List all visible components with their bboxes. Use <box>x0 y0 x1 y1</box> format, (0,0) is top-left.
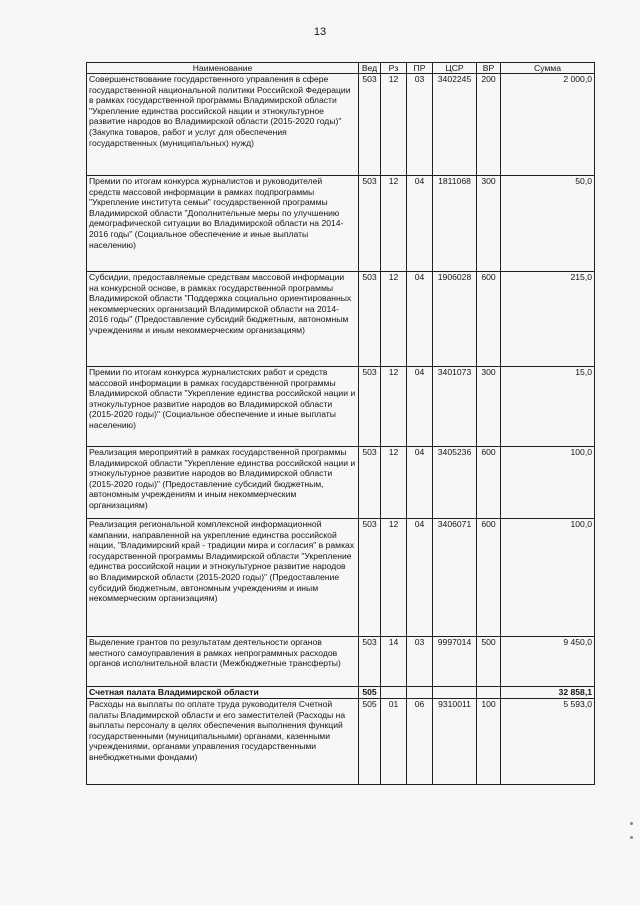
section-sum: 32 858,1 <box>501 687 595 699</box>
row-vr: 300 <box>477 176 501 272</box>
row-sum: 100,0 <box>501 447 595 519</box>
row-pr: 06 <box>407 699 433 785</box>
row-ved: 503 <box>359 519 381 637</box>
row-rz: 12 <box>381 447 407 519</box>
header-name: Наименование <box>87 63 359 74</box>
row-vr: 300 <box>477 367 501 447</box>
row-ved: 503 <box>359 272 381 367</box>
row-rz: 12 <box>381 176 407 272</box>
row-sum: 5 593,0 <box>501 699 595 785</box>
row-csr: 1811068 <box>433 176 477 272</box>
row-sum: 50,0 <box>501 176 595 272</box>
section-csr <box>433 687 477 699</box>
header-sum: Сумма <box>501 63 595 74</box>
row-name: Субсидии, предоставляемые средствам массовой информации на конкурсной основе, в рамках государственной программы Владимирской области "Поддержка социально ориентированных некоммерческих организаций Владимирской области на 2014-2016 годы" (Предоставление субсидий бюджетным, автономным учреждениям и иным некоммерческим организациям) <box>87 272 359 367</box>
table-row <box>87 272 595 367</box>
row-vr: 200 <box>477 74 501 176</box>
row-name: Выделение грантов по результатам деятельности органов местного самоуправления в рамках непрограммных расходов органов исполнительной власти (Межбюджетные трансферты) <box>87 637 359 687</box>
row-vr: 600 <box>477 447 501 519</box>
row-rz: 14 <box>381 637 407 687</box>
section-pr <box>407 687 433 699</box>
row-vr: 600 <box>477 519 501 637</box>
table-header-row <box>87 63 595 74</box>
row-csr: 3402245 <box>433 74 477 176</box>
table-row <box>87 367 595 447</box>
row-pr: 04 <box>407 367 433 447</box>
row-rz: 12 <box>381 519 407 637</box>
table-row <box>87 637 595 687</box>
row-pr: 04 <box>407 272 433 367</box>
row-name: Реализация мероприятий в рамках государственной программы Владимирской области "Укрепление единства российской нации и этнокультурное развитие народов во Владимирской области (2015-2020 годы)" (Предоставление субсидий бюджетным, автономным учреждениям и иным некоммерческим организациям) <box>87 447 359 519</box>
scan-speck <box>630 822 633 825</box>
row-name: Совершенствование государственного управления в сфере государственной национальной политики Российской Федерации в рамках государственной программы Владимирской области "Укрепление единства российской нации и этнокультурное развитие народов во Владимирской области (2015-2020 годы)" (Закупка товаров, работ и услуг для обеспечения государственных (муниципальных) нужд) <box>87 74 359 176</box>
section-rz <box>381 687 407 699</box>
header-vr: ВР <box>477 63 501 74</box>
row-rz: 12 <box>381 272 407 367</box>
table-row <box>87 519 595 637</box>
row-vr: 600 <box>477 272 501 367</box>
table-row <box>87 447 595 519</box>
scan-speck <box>630 836 633 839</box>
row-rz: 01 <box>381 699 407 785</box>
section-row <box>87 687 595 699</box>
section-vr <box>477 687 501 699</box>
row-csr: 3401073 <box>433 367 477 447</box>
table-row <box>87 699 595 785</box>
row-sum: 2 000,0 <box>501 74 595 176</box>
row-vr: 100 <box>477 699 501 785</box>
header-pr: ПР <box>407 63 433 74</box>
section-ved: 505 <box>359 687 381 699</box>
row-sum: 215,0 <box>501 272 595 367</box>
table-row <box>87 176 595 272</box>
header-rz: Рз <box>381 63 407 74</box>
row-ved: 505 <box>359 699 381 785</box>
row-pr: 04 <box>407 447 433 519</box>
row-rz: 12 <box>381 367 407 447</box>
row-sum: 100,0 <box>501 519 595 637</box>
header-ved: Вед <box>359 63 381 74</box>
budget-table <box>86 62 595 785</box>
row-pr: 03 <box>407 74 433 176</box>
row-name: Расходы на выплаты по оплате труда руководителя Счетной палаты Владимирской области и его заместителей (Расходы на выплаты персоналу в целях обеспечения выполнения функций государственными (муниципальными) органами, казенными учреждениями, органами управления государственными внебюджетными фондами) <box>87 699 359 785</box>
row-csr: 1906028 <box>433 272 477 367</box>
row-pr: 04 <box>407 176 433 272</box>
header-csr: ЦСР <box>433 63 477 74</box>
row-rz: 12 <box>381 74 407 176</box>
row-name: Премии по итогам конкурса журналистов и руководителей средств массовой информации в рамках подпрограммы "Укрепление института семьи" государственной программы Владимирской области "Дополнительные меры по улучшению демографической ситуации во Владимирской области на 2014-2016 годы" (Социальное обеспечение и иные выплаты населению) <box>87 176 359 272</box>
row-pr: 03 <box>407 637 433 687</box>
row-name: Премии по итогам конкурса журналистских работ и средств массовой информации в рамках государственной программы Владимирской области "Укрепление единства российской нации и этнокультурное развитие народов во Владимирской области (2015-2020 годы)" (Социальное обеспечение и иные выплаты населению) <box>87 367 359 447</box>
row-csr: 9310011 <box>433 699 477 785</box>
row-csr: 3406071 <box>433 519 477 637</box>
row-csr: 3405236 <box>433 447 477 519</box>
row-ved: 503 <box>359 176 381 272</box>
row-pr: 04 <box>407 519 433 637</box>
row-csr: 9997014 <box>433 637 477 687</box>
row-ved: 503 <box>359 74 381 176</box>
page-number: 13 <box>313 26 327 38</box>
row-name: Реализация региональной комплексной информационной кампании, направленной на укрепление единства российской нации, "Владимирский край - традиции мира и согласия" в рамках государственной программы Владимирской области "Укрепление единства российской нации и этнокультурное развитие народов во Владимирской области (2015-2020 годы)" (Предоставление субсидий бюджетным, автономным учреждениям и иным некоммерческим организациям) <box>87 519 359 637</box>
row-ved: 503 <box>359 447 381 519</box>
row-vr: 500 <box>477 637 501 687</box>
row-ved: 503 <box>359 367 381 447</box>
table-row <box>87 74 595 176</box>
row-sum: 15,0 <box>501 367 595 447</box>
row-sum: 9 450,0 <box>501 637 595 687</box>
row-ved: 503 <box>359 637 381 687</box>
section-name: Счетная палата Владимирской области <box>87 687 359 699</box>
